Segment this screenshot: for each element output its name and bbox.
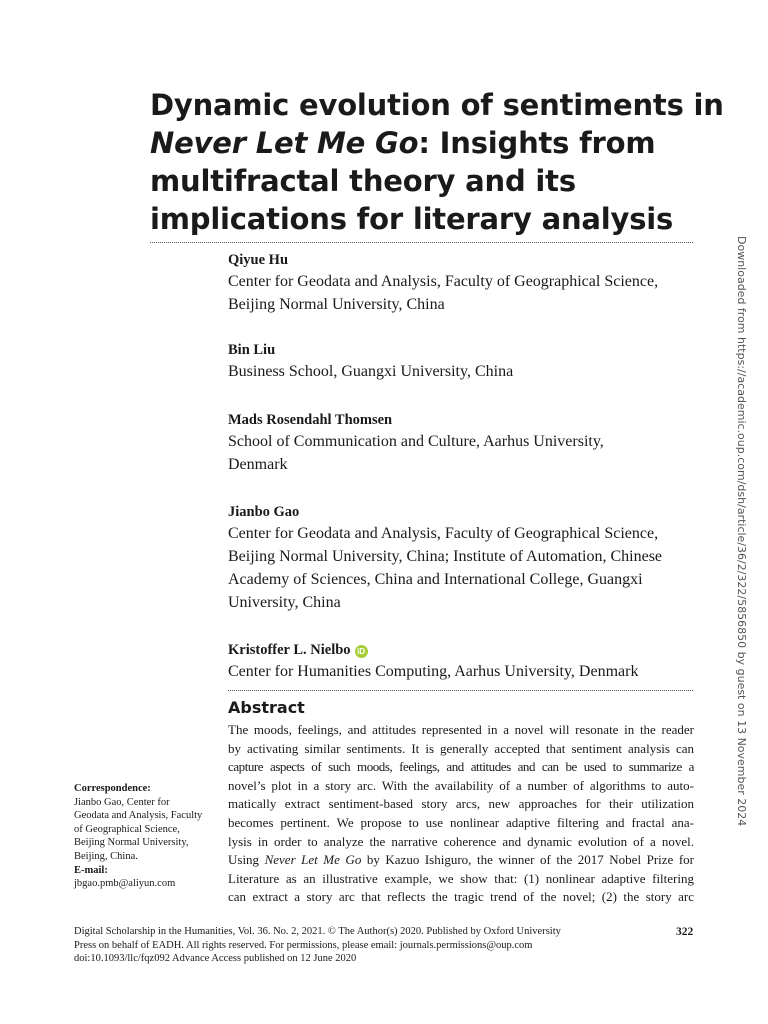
title-book-name: Never Let Me Go <box>150 126 419 160</box>
correspondence-email-link[interactable]: jbgao.pmb@aliyun.com <box>74 878 176 890</box>
abstract-line: The moods, feelings, and attitudes represented in a novel will resonate in the reader <box>228 722 694 737</box>
author-block <box>228 640 638 683</box>
abstract-line <box>228 851 694 870</box>
abstract-body <box>228 721 694 907</box>
email-label: E-mail: <box>74 864 108 876</box>
author-block <box>228 340 513 383</box>
title-line-2 <box>150 124 710 162</box>
author-affiliation-line: Beijing Normal University, China; Institute of Automation, Chinese <box>228 548 663 565</box>
abstract-line: by activating similar sentiments. It is generally accepted that sentiment analysis can <box>228 740 694 756</box>
correspondence-line: Beijing, China. <box>74 850 138 862</box>
author-name: Bin Liu <box>228 342 276 358</box>
footer-citation-line: Digital Scholarship in the Humanities, Vol. 36. No. 2, 2021. © The Author(s) 2020. Published by Oxford University <box>74 926 561 937</box>
footer-permissions-line: Press on behalf of EADH. All rights reserved. For permissions, please email: journals.permissions@oup.com <box>74 939 533 951</box>
article-title <box>150 86 724 238</box>
author-affiliation-line: University, China <box>228 594 341 611</box>
abstract-line: becomes pertinent. We propose to use nonlinear adaptive filtering and fractal ana- <box>228 814 694 830</box>
abstract-line: novel’s plot in a story arc. With the availability of a number of algorithms to auto- <box>228 777 694 793</box>
author-affiliation-line: Academy of Sciences, China and International College, Guangxi <box>228 571 643 588</box>
author-affiliation-line: Denmark <box>228 456 288 473</box>
abstract-heading: Abstract <box>228 698 305 717</box>
title-line-2-rest: : Insights from <box>418 126 656 160</box>
abstract-line: capture aspects of such moods, feelings, and attitudes and can be used to summarize a <box>228 759 694 775</box>
author-name: Jianbo Gao <box>228 504 300 520</box>
title-line-3: multifractal theory and its <box>150 164 576 198</box>
author-affiliation-line: Business School, Guangxi University, China <box>228 363 514 380</box>
correspondence-label: Correspondence: <box>74 783 151 794</box>
abstract-line-start: Using <box>228 852 265 868</box>
author-affiliation-line: Center for Geodata and Analysis, Faculty of Geographical Science, <box>228 273 659 290</box>
abstract-line: matically extract sentiment-based story arcs, new approaches for their utilization <box>228 796 694 812</box>
abstract-line: lysis in order to analyze the narrative coherence and dynamic evolution of a novel. <box>228 833 694 849</box>
correspondence-note <box>74 782 234 891</box>
page-number: 322 <box>676 926 694 938</box>
abstract-line: can extract a story arc that reflects the tragic trend of the novel; (2) the story arc <box>228 889 694 905</box>
author-name: Mads Rosendahl Thomsen <box>228 412 393 428</box>
correspondence-line: of Geographical Science, <box>74 823 180 835</box>
author-affiliation-line: School of Communication and Culture, Aarhus University, <box>228 433 604 450</box>
abstract-book-name: Never Let Me Go <box>264 852 362 868</box>
footer-doi-line: doi:10.1093/llc/fqz092 Advance Access published on 12 June 2020 <box>74 953 357 965</box>
abstract-line-end: by Kazuo Ishiguro, the winner of the 2017 Nobel Prize for <box>361 852 694 868</box>
author-affiliation-line: Center for Humanities Computing, Aarhus University, Denmark <box>228 663 639 680</box>
abstract-line: Literature as an illustrative example, we show that: (1) nonlinear adaptive filtering <box>228 870 694 886</box>
author-name: Qiyue Hu <box>228 252 289 268</box>
title-line-4: implications for literary analysis <box>150 202 674 236</box>
title-line-1: Dynamic evolution of sentiments in <box>150 88 724 122</box>
author-affiliation-line: Center for Geodata and Analysis, Faculty of Geographical Science, <box>228 525 659 542</box>
title-divider <box>150 242 693 243</box>
download-watermark: Downloaded from https://academic.oup.com/dsh/article/36/2/322/5856850 by guest on 13 November 2024 <box>735 236 748 827</box>
author-name <box>228 640 638 660</box>
correspondence-line: Geodata and Analysis, Faculty <box>74 810 203 822</box>
orcid-icon[interactable]: iD <box>355 645 368 658</box>
author-block <box>228 410 604 476</box>
author-block <box>228 250 658 316</box>
abstract-divider <box>228 690 693 691</box>
page-footer <box>74 925 634 966</box>
correspondence-line: Beijing Normal University, <box>74 837 189 849</box>
correspondence-line: Jianbo Gao, Center for <box>74 796 170 808</box>
author-block <box>228 502 662 614</box>
author-affiliation-line: Beijing Normal University, China <box>228 296 445 313</box>
author-name-text: Kristoffer L. Nielbo <box>228 642 351 658</box>
